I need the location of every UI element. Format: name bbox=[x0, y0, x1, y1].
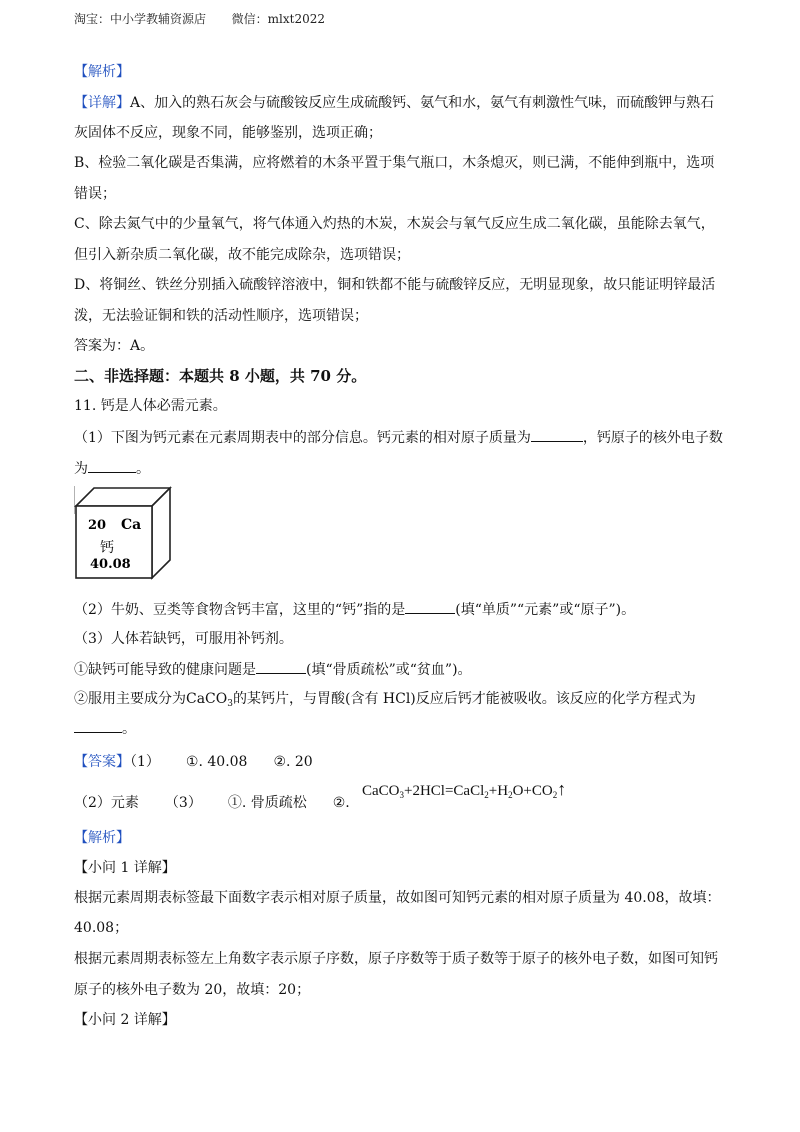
detail-line-1: 【详解】A、加入的熟石灰会与硫酸铵反应生成硫酸钙、氨气和水，氨气有刺激性气味，而硫酸钾与熟石 bbox=[74, 95, 715, 111]
detail-line-4: 错误； bbox=[74, 186, 116, 202]
q11-stem: 11. 钙是人体必需元素。 bbox=[74, 398, 227, 414]
q11-part1-line1: （1）下图为钙元素在元素周期表中的部分信息。钙元素的相对原子质量为 ，钙原子的核外电子数 bbox=[74, 427, 723, 448]
answer-blank bbox=[531, 427, 583, 442]
chemical-equation: $CaCO_3+2HCl=CaCl_2+H_2O+CO_2↑$ bbox=[362, 779, 567, 800]
sub1-line-3: 根据元素周期表标签左上角数字表示原子序数，原子序数等于质子数等于原子的核外电子数，如图可知钙 bbox=[74, 951, 718, 967]
q11-part2: （2）牛奶、豆类等食物含钙丰富，这里的“钙”指的是 (填“单质”“元素”或“原子”)。 bbox=[74, 599, 635, 620]
header-shop: 淘宝：中小学教辅资源店 bbox=[74, 12, 207, 26]
answer-blank bbox=[405, 599, 455, 614]
analysis-tag-2: 【解析】 bbox=[74, 830, 130, 846]
atomic-number: 20 bbox=[88, 518, 107, 533]
detail-line-2: 灰固体不反应，现象不同，能够鉴别，选项正确； bbox=[74, 125, 382, 141]
sub2-tag: 【小问 2 详解】 bbox=[74, 1012, 176, 1028]
detail-line-6: 但引入新杂质二氧化碳，故不能完成除杂，选项错误； bbox=[74, 247, 410, 263]
section-title: 二、非选择题：本题共 8 小题，共 70 分。 bbox=[74, 367, 367, 385]
analysis-tag: 【解析】 bbox=[74, 64, 130, 80]
answer-tag: 【答案】 bbox=[74, 754, 130, 770]
answer-blank bbox=[74, 718, 122, 733]
gas-arrow-icon: ↑ bbox=[557, 779, 567, 799]
detail-tag: 【详解】 bbox=[74, 95, 130, 111]
q11-part3-2-line2: 。 bbox=[74, 718, 136, 739]
atomic-mass: 40.08 bbox=[90, 557, 131, 572]
answer-row-2: （2）元素 （3） ①. 骨质疏松 ②. bbox=[74, 795, 350, 811]
calcium-element-card bbox=[74, 484, 174, 580]
answer-blank bbox=[256, 659, 306, 674]
sub1-line-2: 40.08； bbox=[74, 920, 129, 936]
answer-row-1: 【答案】（1） ①. 40.08 ②. 20 bbox=[74, 754, 313, 770]
q11-part1-line2: 为 。 bbox=[74, 458, 150, 479]
element-name: 钙 bbox=[100, 540, 114, 556]
detail-line-3: B、检验二氧化碳是否集满，应将燃着的木条平置于集气瓶口，木条熄灭，则已满，不能伸到瓶中，选项 bbox=[74, 155, 715, 171]
sub1-tag: 【小问 1 详解】 bbox=[74, 860, 176, 876]
detail-line-7: D、将铜丝、铁丝分别插入硫酸锌溶液中，铜和铁都不能与硫酸锌反应，无明显现象，故只能证明锌最活 bbox=[74, 277, 716, 293]
detail-line-8: 泼，无法验证铜和铁的活动性顺序，选项错误； bbox=[74, 308, 368, 324]
answer-blank bbox=[88, 458, 136, 473]
element-symbol: Ca bbox=[121, 517, 142, 533]
header-wechat: 微信：mlxt2022 bbox=[231, 12, 326, 26]
q11-part3-1: ①缺钙可能导致的健康问题是 (填“骨质疏松”或“贫血”)。 bbox=[74, 659, 472, 680]
q11-part3: （3）人体若缺钙，可服用补钙剂。 bbox=[74, 631, 293, 647]
q11-part3-2: ②服用主要成分为CaCO$_3$的某钙片，与胃酸(含有 HCl)反应后钙才能被吸收。该反应的化学方程式为 bbox=[74, 691, 696, 709]
sub1-line-4: 原子的核外电子数为 20，故填：20； bbox=[74, 982, 311, 998]
header bbox=[74, 10, 325, 27]
detail-line-5: C、除去氮气中的少量氧气，将气体通入灼热的木炭，木炭会与氧气反应生成二氧化碳，虽能除去氧气， bbox=[74, 216, 715, 232]
sub1-line-1: 根据元素周期表标签最下面数字表示相对原子质量，故如图可知钙元素的相对原子质量为 40.08，故填： bbox=[74, 890, 721, 906]
answer-line: 答案为：A。 bbox=[74, 338, 155, 354]
